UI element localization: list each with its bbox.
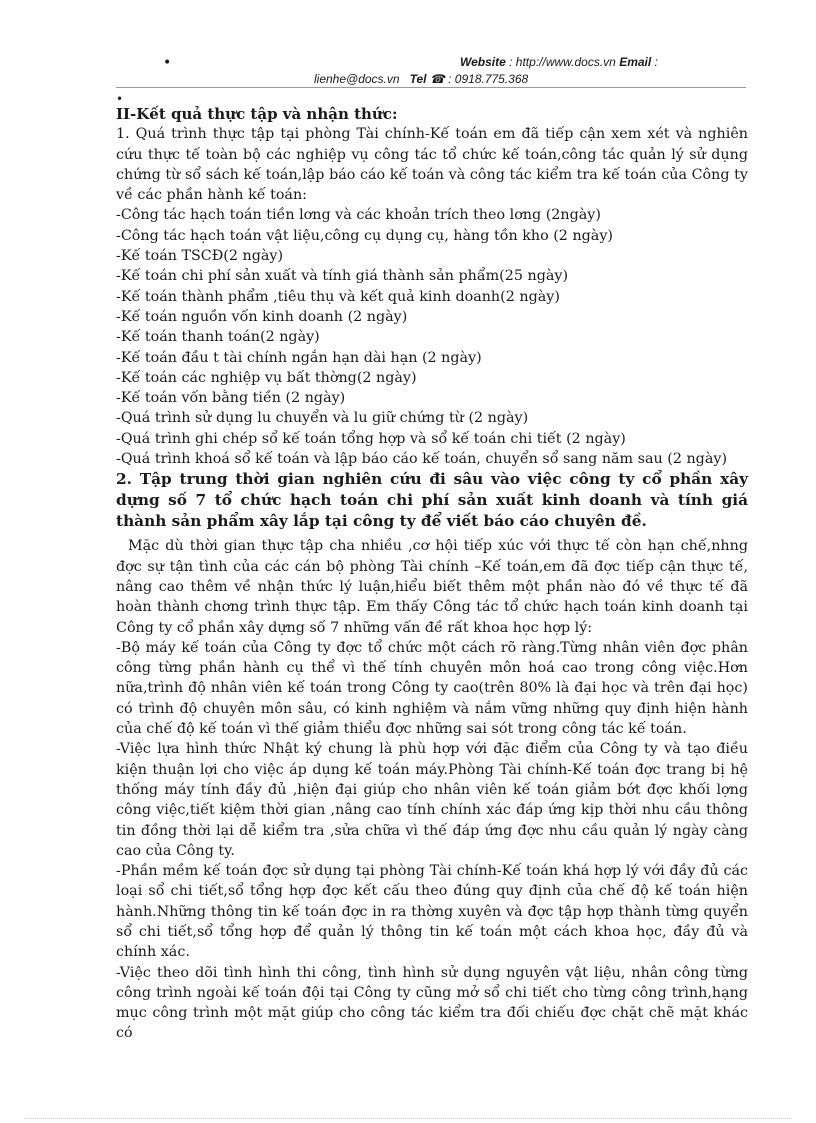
list-item: -Quá trình khoá sổ kế toán và lập báo cáo kế toán, chuyển sổ sang năm sau (2 ngày) [116,451,728,468]
intro-paragraph: 1. Quá trình thực tập tại phòng Tài chính-Kế toán em đã tiếp cận xem xét và nghiên cứu thực tế toàn bộ các nghiệp vụ công tác tổ chức kế toán,công tác quản lý sử dụng chứng từ sổ sách kế toán,lập báo cáo kế toán và công tác kiểm tra kế toán của Công ty về các phần hành kế toán: [116,126,748,204]
page-bottom-border [24,1118,792,1119]
header-phone: ☎ : 0918.775.368 [429,72,529,86]
body-paragraph: -Việc theo dõi tình hình thi công, tình hình sử dụng nguyên vật liệu, nhân công từng công trình ngoài kế toán đội tại Công ty cũng mở sổ chi tiết cho từng công trình,hạng mục công trình một mặt giúp cho công tác kiểm tra đối chiếu đợc chặt chẽ mặt khác có [116,964,748,1042]
list-item: -Kế toán chi phí sản xuất và tính giá thành sản phẩm(25 ngày) [116,268,569,285]
email-label: Email [619,55,652,69]
list-item: -Kế toán thành phẩm ,tiêu thụ và kết quả kinh doanh(2 ngày) [116,288,560,305]
body-paragraph: -Phần mềm kế toán đợc sử dụng tại phòng Tài chính-Kế toán khá hợp lý với đầy đủ các loại sổ chi tiết,sổ tổng hợp đợc kết cấu theo đúng quy định của chế độ kế toán hiện hành.Những thông tin kế toán đợc in ra thờng xuyên và đợc tập hợp thành từng quyển sổ chi tiết,sổ tổng hợp để quản lý thông tin kế toán một cách khoa học, đầy đủ và chính xác. [116,863,748,961]
website-label: Website [460,55,506,69]
list-item: -Kế toán nguồn vốn kinh doanh (2 ngày) [116,308,408,325]
task-list [116,205,748,469]
header-contact-line [314,72,528,86]
document-body [116,104,748,1044]
header-website-line [460,55,658,69]
list-item: -Kế toán thanh toán(2 ngày) [116,329,320,346]
body-bullet: • [116,92,124,106]
subsection-heading: 2. Tập trung thời gian nghiên cứu đi sâu vào việc công ty cổ phần xây dựng số 7 tổ chức hạch toán chi phí sản xuất kinh doanh và tính giá thành sản phẩm xây lắp tại công ty để viết báo cáo chuyên đề. [116,470,748,531]
tel-label: Tel [409,72,427,86]
list-item: -Kế toán đầu t tài chính ngắn hạn dài hạn (2 ngày) [116,349,482,366]
body-paragraph: Mặc dù thời gian thực tập cha nhiều ,cơ hội tiếp xúc với thực tế còn hạn chế,nhng đợc sự tận tình của các cán bộ phòng Tài chính –Kế toán,em đã đợc tiếp cận thực tế, nâng cao thêm về nhận thức lý luận,hiểu biết thêm một phần nào đó về thực tế đã hoàn thành chơng trình thực tập. Em thấy Công tác tổ chức hạch toán kinh doanh tại Công ty cổ phần xây dựng số 7 những vấn đề rất khoa học hợp lý: [116,538,748,636]
list-item: -Quá trình ghi chép sổ kế toán tổng hợp và sổ kế toán chi tiết (2 ngày) [116,430,626,447]
website-url[interactable]: : http://www.docs.vn [505,55,620,69]
section-title: II-Kết quả thực tập và nhận thức: [116,105,398,123]
list-item: -Công tác hạch toán tiền lơng và các khoản trích theo lơng (2ngày) [116,207,601,224]
header-bullet: • [163,55,172,71]
list-item: -Công tác hạch toán vật liệu,công cụ dụng cụ, hàng tồn kho (2 ngày) [116,227,613,244]
header-colon: : [651,55,658,69]
header-email[interactable]: lienhe@docs.vn [314,72,400,86]
body-paragraph: -Việc lựa hình thức Nhật ký chung là phù hợp với đặc điểm của Công ty và tạo điều kiện thuận lợi cho việc áp dụng kế toán máy.Phòng Tài chính-Kế toán đợc trang bị hệ thống máy tính đầy đủ ,hiện đại giúp cho nhân viên kế toán giảm bớt đợc khối lợng công việc,tiết kiệm thời gian ,nâng cao tính chính xác đáp ứng kịp thời nhu cầu thông tin đồng thời lại dễ kiểm tra ,sửa chữa vì thế đáp ứng đợc nhu cầu quản lý ngày càng cao của Công ty. [116,741,748,859]
list-item: -Kế toán các nghiệp vụ bất thờng(2 ngày) [116,369,417,386]
body-paragraph: -Bộ máy kế toán của Công ty đợc tổ chức một cách rõ ràng.Từng nhân viên đợc phân công từng phần hành cụ thể vì thế tính chuyên môn hoá cao trong công việc.Hơn nữa,trình độ nhân viên kế toán trong Công ty cao(trên 80% là đại học và trên đại học) có trình độ chuyên môn sâu, có kinh nghiệm và nắm vững những quy định hiện hành của chế độ kế toán vì thế giảm thiểu đợc những sai sót trong công tác kế toán. [116,639,748,738]
list-item: -Kế toán TSCĐ(2 ngày) [116,248,284,265]
list-item: -Kế toán vốn bằng tiền (2 ngày) [116,390,346,407]
list-item: -Quá trình sử dụng lu chuyển và lu giữ chứng từ (2 ngày) [116,410,529,427]
header-divider [116,87,746,88]
